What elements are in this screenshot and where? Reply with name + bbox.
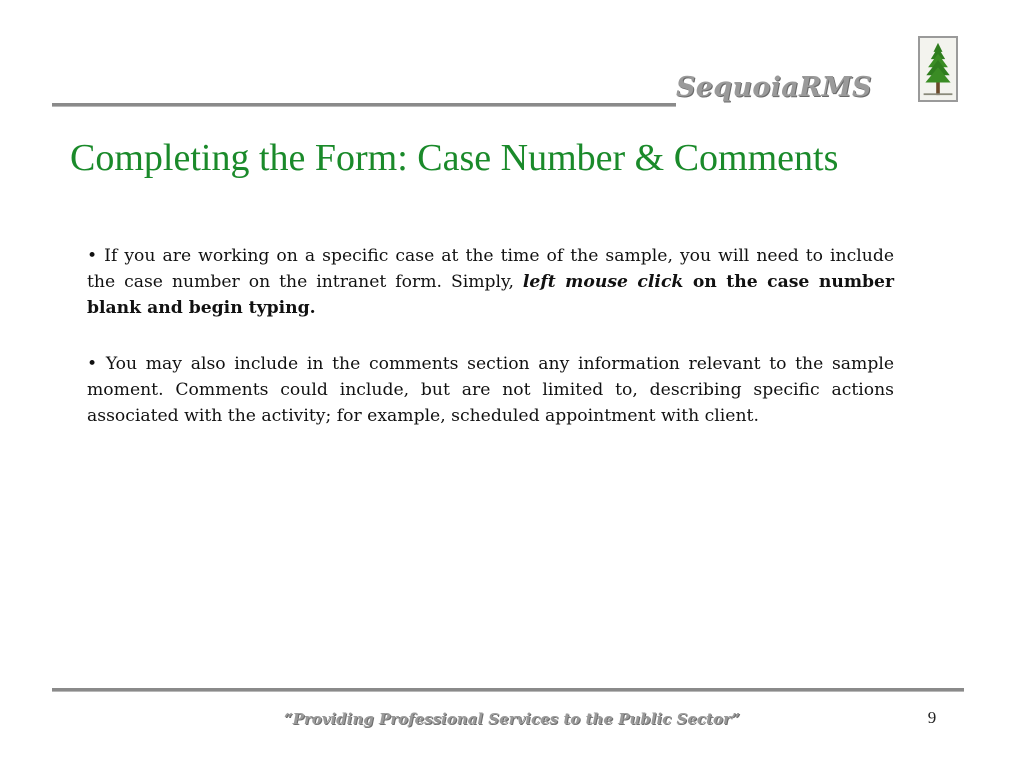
page-title: Completing the Form: Case Number & Comments [70,137,839,179]
bullet-comments [87,351,894,429]
bullet-1-bold-tail: on the case number blank and begin typing. [87,272,895,318]
brand-name: SequoiaRMS [676,72,872,103]
bullet-1-text: • If you are working on a specific case at the time of the sample, you will need to include the case number on the intranet form. Simply, [87,246,894,292]
footer-tagline: “Providing Professional Services to the Public Sector” [283,710,741,728]
slide-body [87,243,894,459]
bullet-1-emphasis: left mouse click [522,272,684,292]
bullet-2-text: • You may also include in the comments section any information relevant to the sample moment. Comments could include, but are not limited to, describing specific actions associated with the activity; for example, scheduled appointment with client. [87,354,894,426]
bullet-case-number [87,243,894,321]
page-number: 9 [927,708,937,727]
sequoia-tree-icon [918,36,958,102]
footer-divider [52,688,964,692]
header-divider [52,103,676,107]
